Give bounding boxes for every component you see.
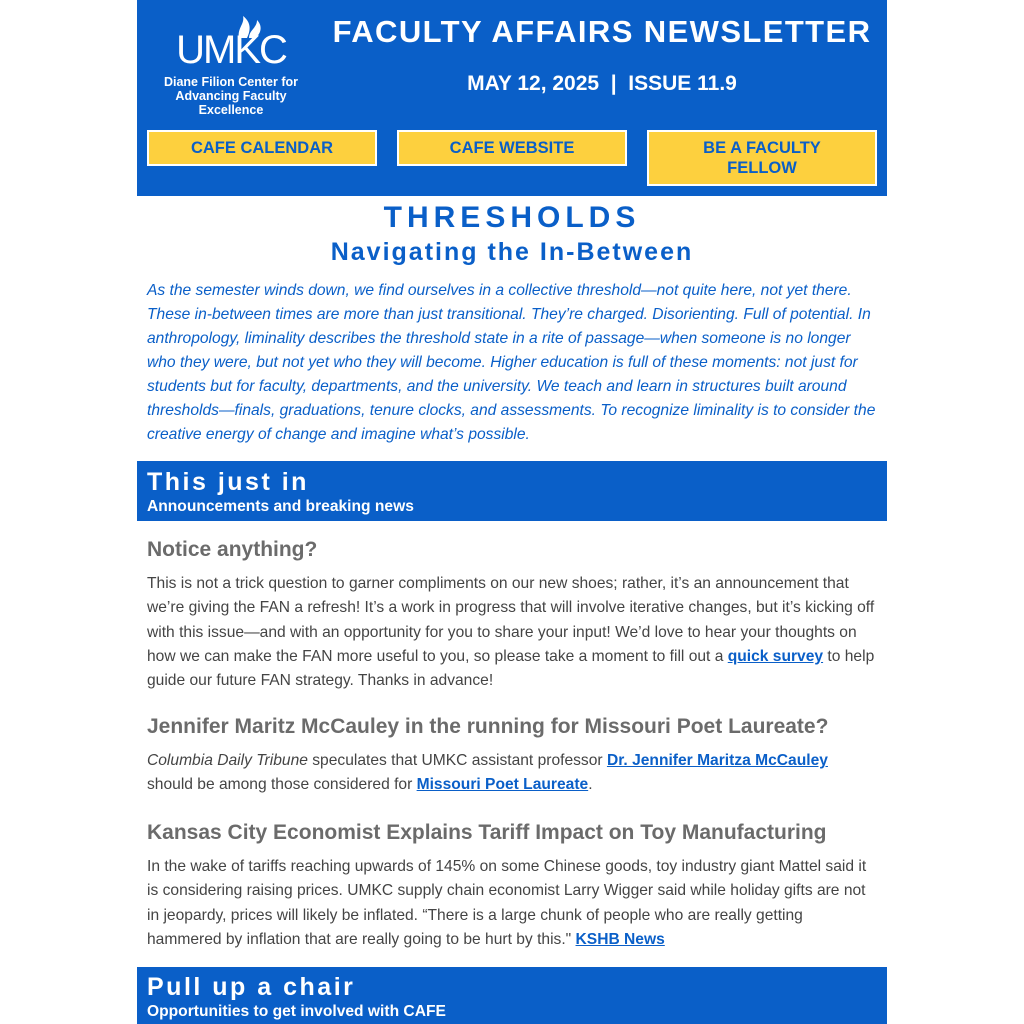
article-body-poet	[147, 749, 877, 798]
logo-wordmark: UMKC	[176, 28, 286, 72]
article-text: In the wake of tariffs reaching upwards of 145% on some Chinese goods, toy industry giant Mattel said it is considering raising prices. UMKC supply chain economist Larry Wigger said while holiday gifts are not in jeopardy, prices will likely be inflated. “There is a large chunk of people who are really getting hammered by inflation that are really going to be hurt by this."	[147, 858, 867, 948]
feature-body: As the semester winds down, we find ourselves in a collective threshold—not quite here, not yet there. These in-between times are more than just transitional. They’re charged. Disorienting. Full of potential. In anthropology, liminality describes the threshold state in a rite of passage—when someone is no longer who they were, but not yet who they will become. Higher education is full of these moments: not just for students but for faculty, departments, and the university. We teach and learn in structures built around thresholds—finals, graduations, tenure clocks, and assessments. To recognize liminality is to consider the creative energy of change and imagine what’s possible.	[147, 282, 876, 443]
umkc-logo	[147, 16, 315, 117]
article-text: speculates that UMKC assistant professor	[307, 752, 607, 769]
logo-subtitle-line2: Advancing Faculty Excellence	[175, 89, 287, 117]
kshb-news-link[interactable]: KSHB News	[575, 930, 665, 948]
newsletter-title: FACULTY AFFAIRS NEWSLETTER	[332, 14, 872, 49]
article-text: to help guide our future FAN strategy. Thanks in advance!	[147, 647, 875, 690]
article-heading-poet: Jennifer Maritz McCauley in the running for Missouri Poet Laureate?	[147, 715, 829, 738]
logo-subtitle	[147, 75, 315, 117]
feature-subtitle: Navigating the In-Between	[330, 238, 694, 266]
article-text: should be among those considered for	[147, 776, 417, 794]
section-subtitle: Announcements and breaking news	[147, 498, 414, 515]
article-text: .	[588, 776, 593, 794]
newsletter-header	[137, 0, 887, 196]
article-heading-notice: Notice anything?	[147, 538, 318, 561]
article-body-notice	[147, 572, 877, 693]
issue-date-text: MAY 12, 2025 | ISSUE 11.9	[467, 72, 737, 95]
logo-subtitle-line1: Diane Filion Center for	[163, 75, 299, 89]
section-title: Pull up a chair	[147, 973, 356, 1001]
feature-title: THRESHOLDS	[383, 201, 641, 234]
newsletter	[137, 0, 887, 1024]
section-subtitle: Opportunities to get involved with CAFE	[147, 1003, 446, 1020]
mccauley-link[interactable]: Dr. Jennifer Maritza McCauley	[606, 752, 828, 769]
section-banner-this-just-in	[137, 461, 887, 521]
poet-laureate-link[interactable]: Missouri Poet Laureate	[416, 776, 589, 794]
cafe-calendar-button[interactable]: CAFE CALENDAR	[147, 130, 377, 166]
section-title: This just in	[147, 468, 309, 496]
cafe-website-button[interactable]: CAFE WEBSITE	[397, 130, 627, 166]
faculty-fellow-button[interactable]: BE A FACULTY FELLOW	[647, 130, 877, 186]
article-body-tariff	[147, 855, 877, 952]
issue-date	[327, 70, 877, 98]
article-heading-tariff: Kansas City Economist Explains Tariff Impact on Toy Manufacturing	[147, 821, 827, 844]
section-banner-pull-up-a-chair	[137, 967, 887, 1024]
source-name: Columbia Daily Tribune	[147, 752, 308, 769]
quick-survey-link[interactable]: quick survey	[727, 647, 824, 665]
article-text: This is not a trick question to garner compliments on our new shoes; rather, it’s an announcement that we’re giving the FAN a refresh! It’s a work in progress that will involve iterative changes, but it’s kicking off with this issue—and with an opportunity for you to share your input! We’d love to hear your thoughts on how we can make the FAN more useful to you, so please take a moment to fill out a	[147, 575, 875, 665]
